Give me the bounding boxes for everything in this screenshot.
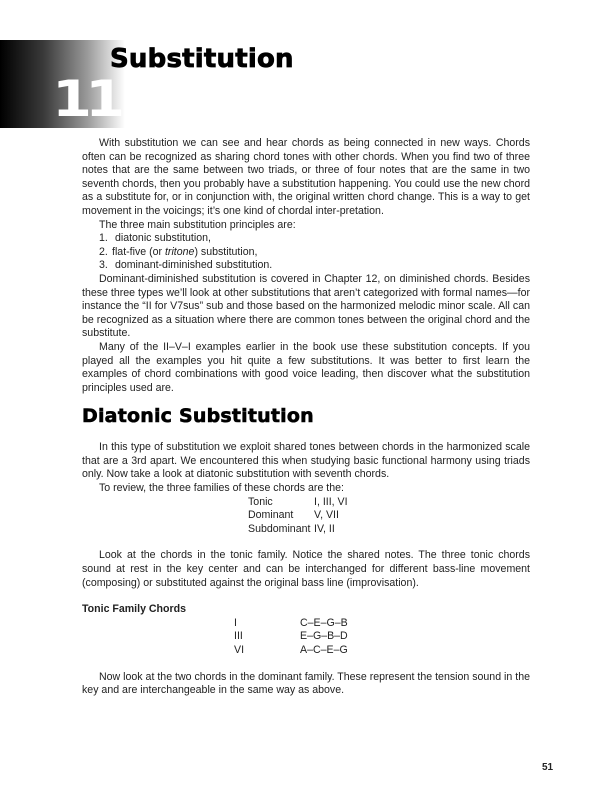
- family-chords: IV, II: [314, 522, 335, 535]
- diatonic-paragraph-3: Now look at the two chords in the dominant family. These represent the tension sound in the key and are interchangeable in the same way as above.: [82, 670, 530, 697]
- list-item: [82, 246, 530, 260]
- family-name: Dominant: [248, 509, 294, 522]
- table-row: [234, 644, 348, 658]
- chapter-number: 11: [52, 70, 119, 128]
- table-row: [248, 496, 348, 510]
- page-body: [82, 137, 530, 698]
- review-intro: To review, the three families of these chords are the:: [99, 482, 344, 495]
- list-text: diatonic substitution,: [114, 232, 211, 245]
- chord-notes: C–E–G–B: [300, 616, 348, 629]
- list-number: 2.: [99, 245, 108, 258]
- family-chords: I, III, VI: [314, 495, 348, 508]
- tonic-family-heading: Tonic Family Chords: [82, 603, 186, 616]
- list-number: 1.: [99, 232, 108, 245]
- list-text: flat-five (or: [112, 245, 165, 258]
- chapter-title: Substitution: [110, 44, 294, 74]
- chord-notes: A–C–E–G: [300, 644, 348, 656]
- family-name: Subdominant: [248, 522, 311, 535]
- intro-paragraph-1: With substitution we can see and hear chords as being connected in new ways. Chords often can be recognized as sharing chord tones with other chords. When you find two of three notes that are the same between two triads, or three of four notes that are the same in two seventh chords, then you probably have a substitution happening. You could use the new chord as a substitute for, or in conjunction with, the original written chord change. This is a way to get movement in the voicings; it’s one kind of chordal inter-pretation.: [82, 137, 530, 217]
- table-row: [248, 509, 348, 523]
- list-text: ) substitution,: [194, 245, 258, 258]
- tonic-chords-table: [234, 617, 348, 658]
- list-item: [82, 259, 530, 273]
- table-row: [248, 523, 348, 537]
- intro-paragraph-3: Many of the II–V–I examples earlier in the book use these substitution concepts. If you played all the examples you hit quite a few substitutions. It was better to first learn the examples of chord combinations with good voice leading, then discover what the substitution principles used are.: [82, 340, 530, 394]
- list-text: dominant-diminished substitution.: [114, 259, 273, 272]
- diatonic-paragraph-2: Look at the chords in the tonic family. Notice the shared notes. The three tonic chords sound at rest in the key center and can be interchanged for different bass-line movement (composing) or substituted against the original bass line (improvisation).: [82, 549, 530, 589]
- table-row: [234, 630, 348, 644]
- table-row: [234, 617, 348, 631]
- list-item: [82, 232, 530, 246]
- principles-list: [82, 232, 530, 273]
- intro-paragraph-2: Dominant-diminished substitution is covered in Chapter 12, on diminished chords. Besides these three types we’ll look at other substitutions that aren’t categorized with formal names—for instance the “II for V7sus” sub and those based on the harmonized melodic minor scale. All can be recognized as a situation where there are common tones between the original chord and the substitute.: [82, 272, 530, 340]
- list-number: 3.: [99, 259, 108, 272]
- chord-degree: I: [234, 616, 237, 629]
- family-chords: V, VII: [314, 509, 339, 522]
- chord-notes: E–G–B–D: [300, 630, 348, 643]
- chord-degree: III: [234, 630, 243, 643]
- diatonic-paragraph-1: In this type of substitution we exploit shared tones between chords in the harmonized scale that are a 3rd apart. We encountered this when studying basic functional harmony using triads only. Now take a look at diatonic substitution with seventh chords.: [82, 441, 530, 481]
- principles-intro: The three main substitution principles are:: [99, 218, 296, 231]
- chord-families-table: [248, 496, 348, 537]
- section-heading-diatonic: Diatonic Substitution: [82, 405, 314, 428]
- list-text-italic: tritone: [164, 245, 195, 258]
- family-name: Tonic: [248, 495, 273, 508]
- page-number: 51: [542, 762, 554, 773]
- chord-degree: VI: [234, 644, 245, 656]
